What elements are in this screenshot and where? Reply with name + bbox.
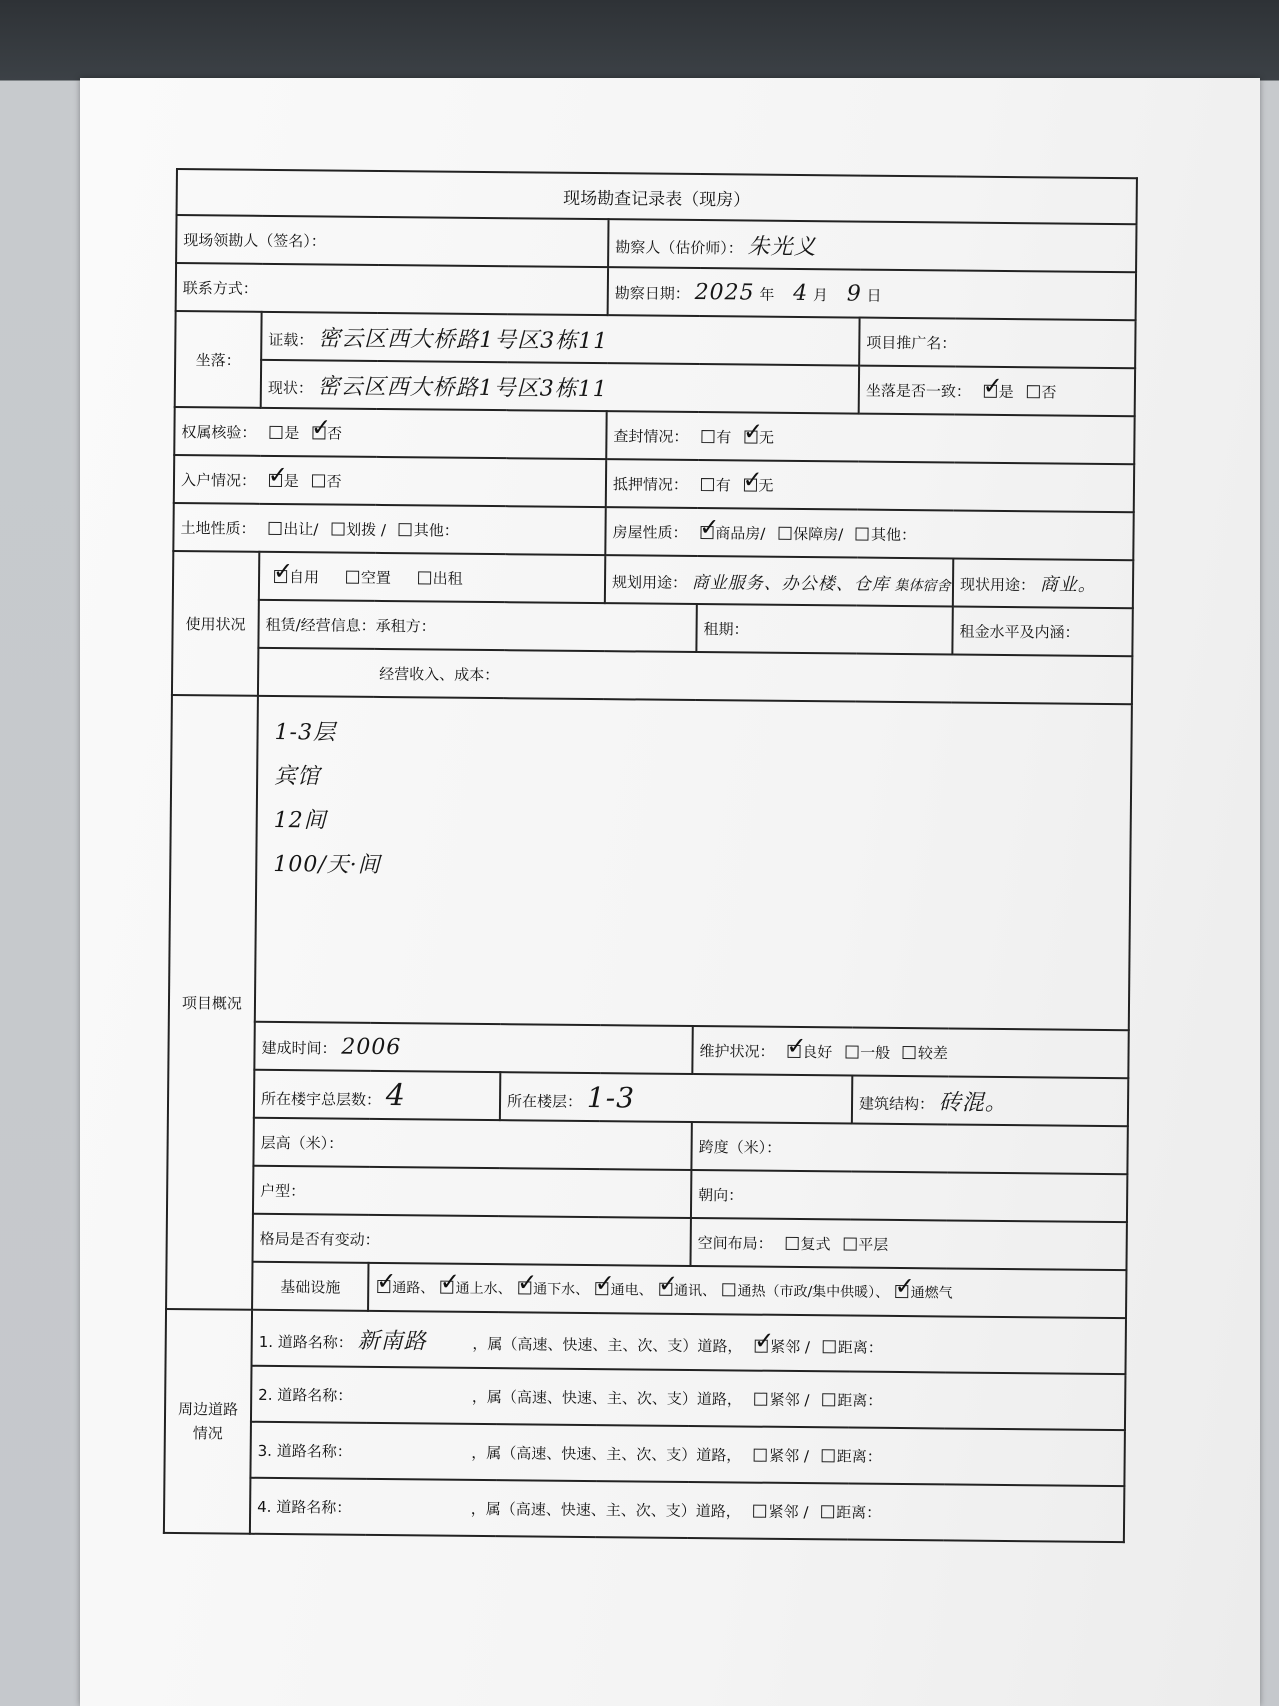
mortgage-cell	[606, 459, 1134, 512]
consistent-cell	[859, 366, 1135, 417]
overview-line-4: 100/天·间	[273, 851, 381, 878]
ownership-yes-label: 是	[284, 423, 300, 442]
built-cell[interactable]	[254, 1022, 692, 1074]
income-label: 经营收入、成本：	[379, 664, 500, 684]
infra-road-checkbox[interactable]	[377, 1280, 390, 1293]
infra-road-label: 通路、	[392, 1280, 435, 1297]
surveyor-label: 勘察人（估价师）：	[615, 237, 743, 257]
infra-water-out-checkbox[interactable]	[518, 1281, 531, 1294]
plan-use-value: 商业服务、办公楼、仓库	[691, 572, 890, 595]
space-label: 空间布局：	[697, 1233, 773, 1253]
mortgage-none-label: 无	[758, 476, 774, 495]
project-name-label: 项目推广名：	[866, 333, 957, 352]
current-use-cell[interactable]	[953, 558, 1133, 608]
road-2-name	[357, 1400, 467, 1401]
span-cell[interactable]	[691, 1122, 1127, 1174]
floor-value: 1-3	[586, 1080, 636, 1114]
mortgage-none-checkbox[interactable]	[744, 478, 757, 491]
leader-label: 现场领勘人（签名）：	[183, 230, 326, 250]
land-other-label: 其他：	[413, 520, 459, 540]
road-3-adj-label: 紧邻 /	[769, 1446, 810, 1465]
seal-cell	[606, 411, 1134, 464]
road-1-label: 道路名称：	[277, 1332, 353, 1352]
house-label: 房屋性质：	[612, 522, 688, 542]
change-cell[interactable]	[253, 1214, 691, 1266]
road-4-adj-label: 紧邻 /	[768, 1502, 809, 1521]
usage-vacant-label: 空置	[360, 568, 391, 587]
road-1-name: 新南路	[357, 1328, 427, 1354]
status-cell[interactable]	[261, 360, 859, 414]
land-allocate-checkbox[interactable]	[331, 522, 344, 535]
survey-table	[163, 168, 1138, 1543]
entry-no-label: 否	[326, 471, 342, 491]
plan-use-cell[interactable]	[605, 555, 953, 606]
infra-label: 基础设施	[252, 1262, 368, 1311]
infra-power-label: 通电、	[610, 1282, 653, 1299]
orient-cell[interactable]	[691, 1170, 1127, 1222]
location-label: 坐落：	[175, 311, 262, 408]
floor-cell[interactable]	[500, 1072, 852, 1123]
road-4-adj-checkbox[interactable]	[754, 1504, 767, 1517]
road-3-adj-checkbox[interactable]	[754, 1448, 767, 1461]
road-4-label: 道路名称：	[276, 1497, 352, 1517]
built-label: 建成时间：	[261, 1038, 337, 1058]
house-affordable-checkbox[interactable]	[778, 526, 791, 539]
entry-cell	[174, 455, 606, 507]
road-3-name	[357, 1456, 467, 1457]
maint-good-label: 良好	[802, 1042, 833, 1061]
house-affordable-label: 保障房/	[793, 524, 844, 543]
road-2-num: 2.	[258, 1385, 273, 1404]
height-label: 层高（米）：	[260, 1133, 344, 1153]
space-flat-label: 平层	[858, 1235, 889, 1254]
leader-cell[interactable]	[176, 215, 608, 267]
maint-poor-checkbox[interactable]	[903, 1046, 916, 1059]
orient-label: 朝向：	[698, 1185, 744, 1204]
land-cell	[173, 503, 605, 555]
seal-have-label: 有	[716, 427, 732, 446]
road-row-3[interactable]	[250, 1422, 1124, 1486]
ownership-cell	[174, 407, 606, 459]
usage-options-cell	[259, 552, 605, 603]
entry-yes-checkbox[interactable]	[269, 473, 282, 486]
ownership-no-label: 否	[326, 423, 343, 443]
survey-form	[163, 168, 1136, 1543]
road-row-2[interactable]	[251, 1366, 1125, 1430]
mortgage-label: 抵押情况：	[612, 474, 689, 494]
mortgage-have-checkbox[interactable]	[701, 478, 714, 491]
income-cell[interactable]	[258, 648, 1132, 704]
road-1-dist-label: 距离：	[837, 1337, 883, 1357]
date-day: 9	[846, 280, 862, 307]
surveyor-cell[interactable]	[608, 219, 1136, 272]
road-3-label: 道路名称：	[276, 1441, 352, 1461]
consistent-no-label: 否	[1041, 382, 1057, 401]
road-3-type: ，属（高速、快速、主、次、支）道路，	[471, 1443, 742, 1464]
ownership-label: 权属核验：	[181, 422, 257, 442]
overview-line-1: 1-3层	[274, 719, 337, 746]
infra-water-in-checkbox[interactable]	[441, 1281, 454, 1294]
cert-cell[interactable]	[261, 312, 859, 366]
house-commercial-label: 商品房/	[715, 523, 766, 543]
surveyor-signature: 朱光义	[747, 233, 817, 260]
current-use-value: 商业。	[1039, 574, 1097, 596]
infra-heat-checkbox[interactable]	[722, 1283, 735, 1296]
type-cell[interactable]	[253, 1166, 691, 1218]
total-floors-cell[interactable]	[254, 1070, 500, 1120]
usage-rent-checkbox[interactable]	[418, 571, 431, 584]
change-label: 格局是否有变动：	[259, 1229, 380, 1249]
road-2-adj-checkbox[interactable]	[755, 1392, 768, 1405]
usage-label: 使用状况	[172, 551, 259, 696]
structure-value: 砖混。	[938, 1089, 1008, 1116]
structure-cell[interactable]	[852, 1076, 1128, 1127]
entry-no-checkbox[interactable]	[312, 474, 325, 487]
land-allocate-label: 划拨 /	[346, 520, 387, 539]
built-value: 2006	[341, 1034, 402, 1060]
date-cell[interactable]	[608, 267, 1136, 320]
road-1-num: 1.	[258, 1332, 274, 1351]
overview-line-2: 宾馆	[274, 763, 321, 790]
height-cell[interactable]	[253, 1118, 691, 1170]
seal-have-checkbox[interactable]	[701, 430, 714, 443]
house-other-label: 其他：	[870, 525, 917, 544]
total-floors-value: 4	[385, 1077, 407, 1113]
consistent-yes-checkbox[interactable]	[984, 384, 997, 397]
maint-cell	[692, 1026, 1128, 1078]
lease-label: 租赁/经营信息：承租方：	[265, 615, 436, 636]
overview-notes[interactable]	[255, 696, 1132, 1030]
structure-label: 建筑结构：	[858, 1094, 935, 1113]
seal-label: 查封情况：	[613, 426, 689, 446]
road-4-dist-checkbox[interactable]	[821, 1505, 834, 1518]
date-year: 2025	[694, 279, 755, 306]
contact-cell[interactable]	[176, 263, 608, 315]
rent-cell[interactable]	[952, 606, 1132, 656]
infra-telecom-label: 通讯、	[673, 1282, 717, 1300]
road-2-type: ，属（高速、快速、主、次、支）道路，	[471, 1387, 742, 1408]
maint-poor-label: 较差	[917, 1043, 949, 1062]
lease-cell[interactable]	[258, 600, 696, 652]
road-1-dist-checkbox[interactable]	[823, 1340, 836, 1353]
infra-water-out-label: 通下水、	[533, 1281, 590, 1299]
house-cell	[605, 507, 1133, 560]
infra-options-cell	[368, 1263, 1126, 1318]
land-transfer-label: 出让/	[283, 519, 319, 538]
road-1-adj-checkbox[interactable]	[755, 1339, 768, 1352]
space-duplex-checkbox[interactable]	[785, 1236, 798, 1249]
date-label: 勘察日期：	[614, 283, 690, 303]
road-2-adj-label: 紧邻 /	[769, 1390, 810, 1409]
land-transfer-checkbox[interactable]	[268, 521, 281, 534]
lease-term-cell[interactable]	[696, 604, 952, 654]
overview-line-3: 12间	[273, 807, 327, 834]
roads-label: 周边道路情况	[164, 1309, 252, 1534]
infra-gas-checkbox[interactable]	[896, 1285, 909, 1298]
date-year-unit: 年	[759, 285, 775, 304]
road-3-dist-label: 距离：	[836, 1446, 882, 1466]
consistent-label: 坐落是否一致：	[865, 381, 971, 401]
usage-self-label: 自用	[288, 567, 320, 586]
infra-power-checkbox[interactable]	[596, 1282, 609, 1295]
maint-normal-checkbox[interactable]	[845, 1045, 858, 1058]
form-title: 现场勘查记录表（现房）	[177, 169, 1137, 224]
date-month: 4	[793, 280, 809, 306]
land-other-checkbox[interactable]	[399, 523, 412, 536]
road-4-num: 4.	[257, 1497, 272, 1516]
road-3-num: 3.	[257, 1441, 273, 1460]
infra-heat-label: 通热（市政/集中供暖）、	[737, 1283, 890, 1301]
total-floors-label: 所在楼宇总层数：	[260, 1089, 382, 1109]
maint-normal-label: 一般	[860, 1043, 891, 1062]
floor-label: 所在楼层：	[506, 1091, 583, 1111]
usage-self-checkbox[interactable]	[274, 569, 287, 582]
road-2-label: 道路名称：	[277, 1385, 353, 1405]
entry-label: 入户情况：	[180, 470, 257, 490]
seal-none-checkbox[interactable]	[744, 430, 757, 443]
road-4-name	[356, 1512, 466, 1513]
date-day-unit: 日	[866, 286, 882, 305]
maint-label: 维护状况：	[699, 1041, 775, 1061]
contact-label: 联系方式：	[182, 278, 258, 298]
land-label: 土地性质：	[180, 518, 256, 538]
overview-label: 项目概况	[166, 695, 258, 1310]
consistent-yes-label: 是	[998, 382, 1014, 401]
road-1-type: ，属（高速、快速、主、次、支）道路，	[472, 1334, 743, 1355]
consistent-no-checkbox[interactable]	[1026, 385, 1039, 398]
space-cell	[690, 1218, 1126, 1270]
lease-term-label: 租期：	[703, 619, 749, 639]
ownership-no-checkbox[interactable]	[312, 426, 325, 439]
road-2-dist-checkbox[interactable]	[822, 1393, 835, 1406]
entry-yes-label: 是	[283, 471, 299, 490]
road-2-dist-label: 距离：	[837, 1390, 883, 1410]
cert-address: 密云区西大桥路1号区3栋11	[318, 325, 609, 354]
ownership-yes-checkbox[interactable]	[269, 425, 282, 438]
space-flat-checkbox[interactable]	[843, 1237, 856, 1250]
house-other-checkbox[interactable]	[856, 527, 869, 540]
date-month-unit: 月	[812, 285, 829, 304]
project-name-cell[interactable]	[859, 318, 1135, 369]
status-address: 密云区西大桥路1号区3栋11	[317, 373, 608, 402]
span-label: 跨度（米）：	[698, 1137, 782, 1157]
road-4-type: ，属（高速、快速、主、次、支）道路，	[470, 1499, 741, 1520]
usage-vacant-checkbox[interactable]	[346, 570, 359, 583]
infra-water-in-label: 通上水、	[455, 1280, 512, 1298]
current-use-label: 现状用途：	[959, 575, 1036, 595]
road-row-1[interactable]	[252, 1310, 1126, 1374]
space-duplex-label: 复式	[800, 1234, 831, 1253]
cert-label: 证载：	[268, 330, 314, 349]
type-label: 户型：	[260, 1181, 306, 1200]
maint-good-checkbox[interactable]	[787, 1044, 800, 1057]
road-1-adj-label: 紧邻 /	[770, 1337, 811, 1356]
road-3-dist-checkbox[interactable]	[822, 1449, 835, 1462]
usage-rent-label: 出租	[432, 568, 463, 588]
seal-none-label: 无	[758, 428, 775, 447]
plan-use-label: 规划用途：	[611, 572, 688, 592]
road-row-4[interactable]	[250, 1478, 1124, 1542]
infra-telecom-checkbox[interactable]	[659, 1283, 672, 1296]
house-commercial-checkbox[interactable]	[700, 526, 713, 539]
road-4-dist-label: 距离：	[836, 1502, 882, 1522]
infra-gas-label: 通燃气	[910, 1285, 953, 1302]
status-label: 现状：	[267, 378, 313, 397]
mortgage-have-label: 有	[715, 475, 731, 494]
plan-use-extra: 集体宿舍	[894, 577, 951, 594]
rent-label: 租金水平及内涵：	[959, 622, 1080, 642]
